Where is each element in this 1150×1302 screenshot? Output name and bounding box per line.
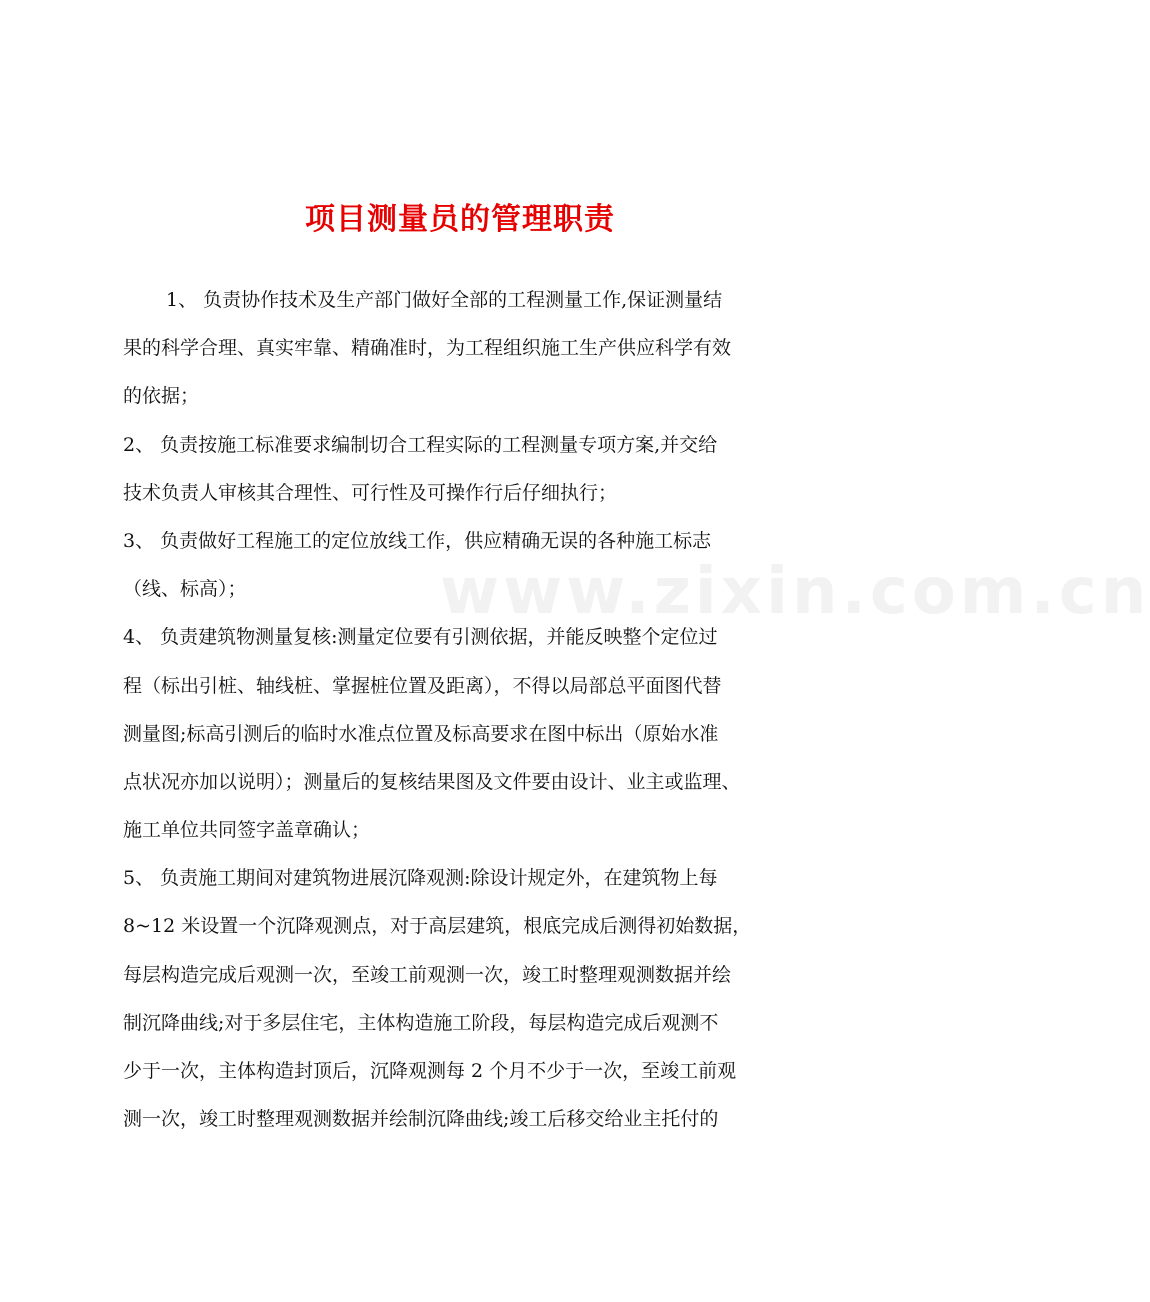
watermark: www.zixin.com.cn xyxy=(440,555,1150,629)
text-line: 2、 负责按施工标准要求编制切合工程实际的工程测量专项方案,并交给 xyxy=(123,433,718,456)
text-line: 施工单位共同签字盖章确认； xyxy=(123,819,371,842)
text-line: 每层构造完成后观测一次，至竣工前观测一次，竣工时整理观测数据并绘 xyxy=(123,963,732,986)
text-line: 的依据； xyxy=(123,385,200,408)
text-line: 5、 负责施工期间对建筑物进展沉降观测:除设计规定外，在建筑物上每 xyxy=(123,867,718,890)
page-title: 项目测量员的管理职责 xyxy=(305,202,615,237)
text-line: 技术负责人审核其合理性、可行性及可操作行后仔细执行； xyxy=(123,481,618,504)
document-body xyxy=(123,276,823,1143)
text-line: 测量图;标高引测后的临时水准点位置及标高要求在图中标出（原始水准 xyxy=(123,722,719,745)
text-line: 点状况亦加以说明）；测量后的复核结果图及文件要由设计、业主或监理、 xyxy=(123,770,741,793)
text-line: 测一次，竣工时整理观测数据并绘制沉降曲线;竣工后移交给业主托付的 xyxy=(123,1108,719,1131)
text-line: 1、 负责协作技术及生产部门做好全部的工程测量工作,保证测量结 xyxy=(166,289,723,311)
text-line: 3、 负责做好工程施工的定位放线工作，供应精确无误的各种施工标志 xyxy=(123,529,712,552)
text-line: 程（标出引桩、轴线桩、掌握桩位置及距离），不得以局部总平面图代替 xyxy=(123,674,722,697)
text-line: 少于一次，主体构造封顶后，沉降观测每 2 个月不少于一次，至竣工前观 xyxy=(123,1060,737,1082)
text-line: 4、 负责建筑物测量复核:测量定位要有引测依据，并能反映整个定位过 xyxy=(123,626,718,649)
text-line: （线、标高）； xyxy=(123,578,247,601)
text-line: 果的科学合理、真实牢靠、精确准时，为工程组织施工生产供应科学有效 xyxy=(123,337,732,360)
text-line: 制沉降曲线;对于多层住宅，主体构造施工阶段，每层构造完成后观测不 xyxy=(123,1011,719,1034)
text-line: 8~12 米设置一个沉降观测点，对于高层建筑，根底完成后测得初始数据， xyxy=(123,915,752,938)
